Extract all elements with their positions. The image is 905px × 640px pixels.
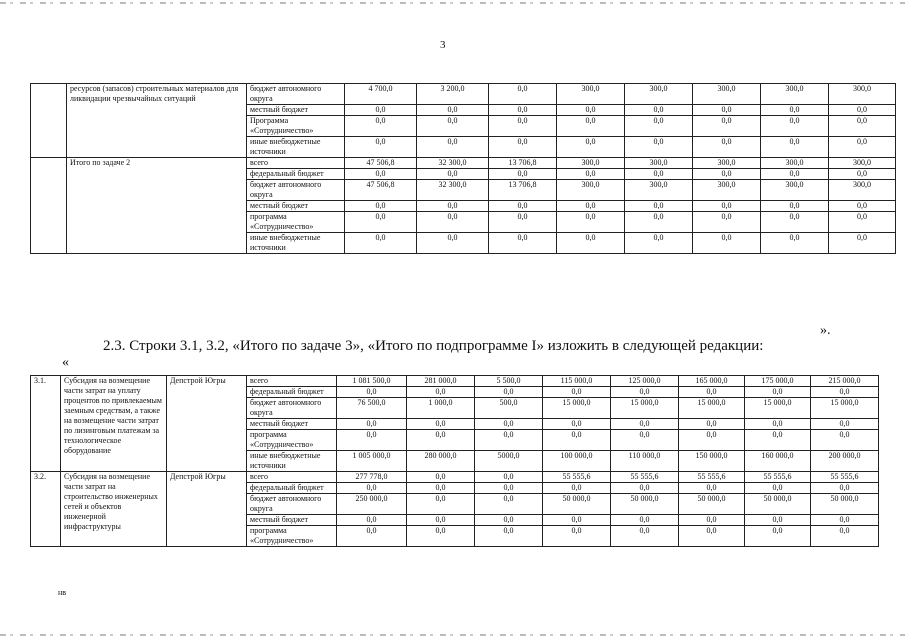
value-cell: 3 200,0 [417, 84, 489, 105]
activity-name-cell: Субсидия на возмещение части затрат на строительство инженерных сетей и объектов инженерной инфраструктуры [61, 472, 167, 547]
value-cell: 0,0 [337, 483, 407, 494]
funding-source-cell: Программа «Сотрудничество» [247, 116, 345, 137]
value-cell: 0,0 [611, 526, 679, 547]
value-cell: 0,0 [811, 430, 879, 451]
funding-source-cell: всего [247, 472, 337, 483]
value-cell: 55 555,6 [811, 472, 879, 483]
value-cell: 32 300,0 [417, 158, 489, 169]
value-cell: 0,0 [811, 526, 879, 547]
value-cell: 50 000,0 [611, 494, 679, 515]
value-cell: 0,0 [475, 472, 543, 483]
value-cell: 0,0 [417, 212, 489, 233]
funding-table-replacement [30, 375, 879, 547]
value-cell: 0,0 [761, 116, 829, 137]
value-cell: 0,0 [407, 430, 475, 451]
value-cell: 300,0 [829, 180, 896, 201]
value-cell: 0,0 [625, 137, 693, 158]
value-cell: 15 000,0 [679, 398, 745, 419]
funding-source-cell: местный бюджет [247, 515, 337, 526]
opening-quote: « [62, 355, 69, 370]
value-cell: 0,0 [829, 137, 896, 158]
value-cell: 0,0 [679, 515, 745, 526]
closing-quote: ». [820, 323, 831, 338]
value-cell: 0,0 [489, 105, 557, 116]
value-cell: 0,0 [543, 419, 611, 430]
table-row [31, 472, 879, 483]
value-cell: 0,0 [611, 387, 679, 398]
value-cell: 0,0 [829, 116, 896, 137]
value-cell: 0,0 [475, 430, 543, 451]
value-cell: 0,0 [557, 233, 625, 254]
value-cell: 32 300,0 [417, 180, 489, 201]
table-row [31, 376, 879, 387]
value-cell: 0,0 [679, 483, 745, 494]
value-cell: 300,0 [557, 180, 625, 201]
funding-source-cell: бюджет автономного округа [247, 84, 345, 105]
value-cell: 0,0 [761, 137, 829, 158]
value-cell: 0,0 [407, 419, 475, 430]
value-cell: 0,0 [543, 515, 611, 526]
value-cell: 0,0 [679, 419, 745, 430]
value-cell: 0,0 [417, 169, 489, 180]
value-cell: 0,0 [557, 116, 625, 137]
value-cell: 50 000,0 [679, 494, 745, 515]
value-cell: 0,0 [811, 419, 879, 430]
value-cell: 0,0 [337, 430, 407, 451]
item-number-cell: 3.2. [31, 472, 61, 547]
activity-name-cell: Итого по задаче 2 [67, 158, 247, 254]
activity-name-cell: ресурсов (запасов) строительных материалов для ликвидации чрезвычайных ситуаций [67, 84, 247, 158]
value-cell: 0,0 [489, 116, 557, 137]
value-cell: 55 555,6 [611, 472, 679, 483]
value-cell: 1 005 000,0 [337, 451, 407, 472]
value-cell: 0,0 [475, 515, 543, 526]
value-cell: 0,0 [693, 201, 761, 212]
value-cell: 15 000,0 [745, 398, 811, 419]
value-cell: 55 555,6 [543, 472, 611, 483]
value-cell: 300,0 [557, 84, 625, 105]
value-cell: 0,0 [417, 137, 489, 158]
row-number-cell [31, 84, 67, 158]
value-cell: 0,0 [475, 494, 543, 515]
funding-source-cell: всего [247, 376, 337, 387]
value-cell: 280 000,0 [407, 451, 475, 472]
value-cell: 0,0 [417, 116, 489, 137]
value-cell: 0,0 [557, 212, 625, 233]
value-cell: 0,0 [407, 472, 475, 483]
value-cell: 0,0 [761, 201, 829, 212]
funding-source-cell: бюджет автономного округа [247, 180, 345, 201]
value-cell: 0,0 [829, 212, 896, 233]
value-cell: 15 000,0 [811, 398, 879, 419]
value-cell: 0,0 [679, 387, 745, 398]
value-cell: 0,0 [693, 137, 761, 158]
value-cell: 0,0 [475, 483, 543, 494]
value-cell: 0,0 [625, 233, 693, 254]
value-cell: 0,0 [345, 137, 417, 158]
funding-source-cell: местный бюджет [247, 201, 345, 212]
value-cell: 0,0 [475, 419, 543, 430]
value-cell: 200 000,0 [811, 451, 879, 472]
value-cell: 0,0 [543, 483, 611, 494]
value-cell: 0,0 [625, 201, 693, 212]
value-cell: 0,0 [611, 419, 679, 430]
value-cell: 277 778,0 [337, 472, 407, 483]
value-cell: 0,0 [829, 105, 896, 116]
value-cell: 0,0 [557, 201, 625, 212]
funding-source-cell: иные внебюджетные источники [247, 137, 345, 158]
value-cell: 47 506,8 [345, 158, 417, 169]
value-cell: 0,0 [761, 233, 829, 254]
scan-artifact-bottom [0, 634, 905, 636]
value-cell: 300,0 [625, 158, 693, 169]
row-number-cell [31, 158, 67, 254]
value-cell: 5000,0 [475, 451, 543, 472]
value-cell: 0,0 [475, 387, 543, 398]
value-cell: 0,0 [693, 116, 761, 137]
value-cell: 0,0 [745, 483, 811, 494]
value-cell: 0,0 [745, 526, 811, 547]
value-cell: 0,0 [557, 137, 625, 158]
funding-source-cell: федеральный бюджет [247, 483, 337, 494]
value-cell: 0,0 [489, 212, 557, 233]
value-cell: 0,0 [679, 430, 745, 451]
value-cell: 0,0 [543, 430, 611, 451]
value-cell: 0,0 [345, 169, 417, 180]
value-cell: 0,0 [829, 233, 896, 254]
value-cell: 110 000,0 [611, 451, 679, 472]
funding-source-cell: иные внебюджетные источники [247, 233, 345, 254]
value-cell: 0,0 [543, 526, 611, 547]
value-cell: 0,0 [407, 494, 475, 515]
value-cell: 0,0 [345, 233, 417, 254]
value-cell: 0,0 [761, 212, 829, 233]
value-cell: 0,0 [489, 169, 557, 180]
value-cell: 1 000,0 [407, 398, 475, 419]
value-cell: 0,0 [345, 201, 417, 212]
value-cell: 0,0 [829, 169, 896, 180]
value-cell: 13 706,8 [489, 158, 557, 169]
value-cell: 0,0 [625, 212, 693, 233]
table-row [31, 158, 896, 169]
value-cell: 281 000,0 [407, 376, 475, 387]
value-cell: 0,0 [745, 387, 811, 398]
value-cell: 300,0 [693, 158, 761, 169]
activity-name-cell: Субсидия на возмещение части затрат на уплату процентов по привлекаемым заемным средствам, а также на возмещение части затрат по лизинговым платежам за технологическое оборудование [61, 376, 167, 472]
funding-source-cell: местный бюджет [247, 419, 337, 430]
value-cell: 0,0 [407, 387, 475, 398]
page-number: 3 [440, 39, 446, 51]
value-cell: 5 500,0 [475, 376, 543, 387]
value-cell: 0,0 [693, 212, 761, 233]
value-cell: 300,0 [829, 84, 896, 105]
value-cell: 13 706,8 [489, 180, 557, 201]
funding-source-cell: бюджет автономного округа [247, 398, 337, 419]
value-cell: 47 506,8 [345, 180, 417, 201]
value-cell: 50 000,0 [745, 494, 811, 515]
value-cell: 0,0 [761, 105, 829, 116]
value-cell: 0,0 [407, 526, 475, 547]
value-cell: 0,0 [345, 105, 417, 116]
value-cell: 0,0 [693, 233, 761, 254]
value-cell: 0,0 [611, 515, 679, 526]
value-cell: 300,0 [625, 180, 693, 201]
value-cell: 0,0 [829, 201, 896, 212]
value-cell: 300,0 [557, 158, 625, 169]
value-cell: 4 700,0 [345, 84, 417, 105]
value-cell: 300,0 [693, 180, 761, 201]
funding-source-cell: бюджет автономного округа [247, 494, 337, 515]
item-number-cell: 3.1. [31, 376, 61, 472]
value-cell: 0,0 [811, 483, 879, 494]
funding-source-cell: федеральный бюджет [247, 169, 345, 180]
funding-table-continued [30, 83, 896, 254]
value-cell: 150 000,0 [679, 451, 745, 472]
value-cell: 160 000,0 [745, 451, 811, 472]
value-cell: 0,0 [337, 515, 407, 526]
value-cell: 0,0 [345, 116, 417, 137]
funding-source-cell: программа «Сотрудничество» [247, 526, 337, 547]
value-cell: 0,0 [811, 387, 879, 398]
value-cell: 0,0 [745, 515, 811, 526]
value-cell: 0,0 [407, 515, 475, 526]
value-cell: 250 000,0 [337, 494, 407, 515]
value-cell: 0,0 [679, 526, 745, 547]
value-cell: 15 000,0 [543, 398, 611, 419]
value-cell: 0,0 [475, 526, 543, 547]
scan-artifact-top [0, 2, 905, 4]
value-cell: 0,0 [693, 169, 761, 180]
value-cell: 50 000,0 [811, 494, 879, 515]
value-cell: 175 000,0 [745, 376, 811, 387]
executor-cell: Депстрой Югры [167, 376, 247, 472]
value-cell: 15 000,0 [611, 398, 679, 419]
value-cell: 0,0 [625, 116, 693, 137]
value-cell: 76 500,0 [337, 398, 407, 419]
value-cell: 100 000,0 [543, 451, 611, 472]
executor-cell: Депстрой Югры [167, 472, 247, 547]
value-cell: 300,0 [693, 84, 761, 105]
value-cell: 0,0 [489, 233, 557, 254]
value-cell: 300,0 [761, 84, 829, 105]
funding-source-cell: местный бюджет [247, 105, 345, 116]
value-cell: 0,0 [417, 105, 489, 116]
value-cell: 165 000,0 [679, 376, 745, 387]
value-cell: 0,0 [761, 169, 829, 180]
value-cell: 55 555,6 [679, 472, 745, 483]
value-cell: 0,0 [625, 169, 693, 180]
value-cell: 300,0 [829, 158, 896, 169]
funding-source-cell: иные внебюджетные источники [247, 451, 337, 472]
value-cell: 0,0 [611, 430, 679, 451]
value-cell: 0,0 [489, 137, 557, 158]
value-cell: 0,0 [489, 84, 557, 105]
value-cell: 55 555,6 [745, 472, 811, 483]
value-cell: 115 000,0 [543, 376, 611, 387]
section-heading: 2.3. Строки 3.1, 3.2, «Итого по задаче 3», «Итого по подпрограмме I» изложить в следующей редакции: [103, 338, 764, 354]
value-cell: 0,0 [745, 419, 811, 430]
value-cell: 0,0 [337, 387, 407, 398]
value-cell: 0,0 [489, 201, 557, 212]
value-cell: 0,0 [811, 515, 879, 526]
funding-source-cell: программа «Сотрудничество» [247, 212, 345, 233]
value-cell: 0,0 [337, 526, 407, 547]
table-row [31, 84, 896, 105]
value-cell: 1 081 500,0 [337, 376, 407, 387]
value-cell: 50 000,0 [543, 494, 611, 515]
value-cell: 0,0 [337, 419, 407, 430]
value-cell: 300,0 [625, 84, 693, 105]
value-cell: 300,0 [761, 180, 829, 201]
funding-source-cell: федеральный бюджет [247, 387, 337, 398]
value-cell: 0,0 [417, 201, 489, 212]
funding-source-cell: всего [247, 158, 345, 169]
value-cell: 0,0 [557, 169, 625, 180]
value-cell: 0,0 [611, 483, 679, 494]
value-cell: 300,0 [761, 158, 829, 169]
value-cell: 0,0 [745, 430, 811, 451]
value-cell: 0,0 [407, 483, 475, 494]
value-cell: 0,0 [693, 105, 761, 116]
value-cell: 0,0 [417, 233, 489, 254]
value-cell: 0,0 [557, 105, 625, 116]
value-cell: 500,0 [475, 398, 543, 419]
value-cell: 125 000,0 [611, 376, 679, 387]
value-cell: 0,0 [345, 212, 417, 233]
value-cell: 215 000,0 [811, 376, 879, 387]
value-cell: 0,0 [543, 387, 611, 398]
value-cell: 0,0 [625, 105, 693, 116]
funding-source-cell: программа «Сотрудничество» [247, 430, 337, 451]
footer-initials: нв [58, 588, 67, 597]
